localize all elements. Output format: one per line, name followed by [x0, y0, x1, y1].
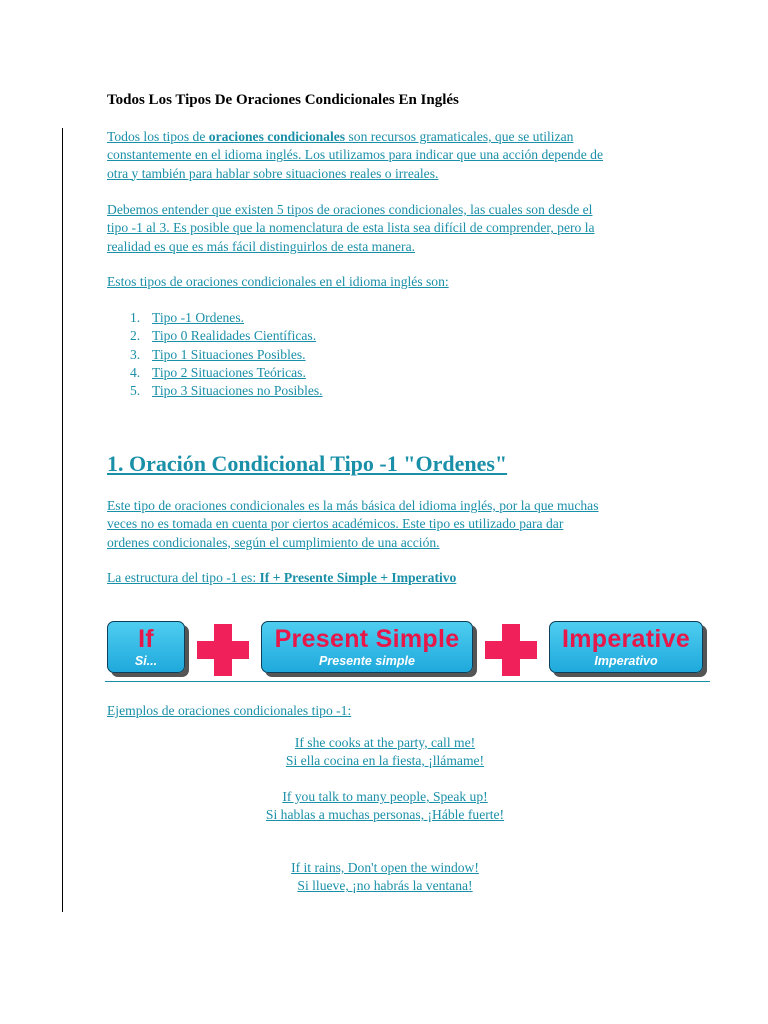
formula-graphic [105, 619, 710, 683]
example-1[interactable] [180, 734, 590, 771]
list-intro-line[interactable]: Estos tipos de oraciones condicionales en el idioma inglés son: [107, 274, 449, 289]
example-spanish[interactable]: Si llueve, ¡no habrás la ventana! [297, 878, 473, 894]
intro-paragraph[interactable] [107, 128, 667, 183]
example-2[interactable] [180, 788, 590, 825]
formula-box-if [107, 621, 185, 673]
list-intro-paragraph[interactable] [107, 273, 667, 291]
list-item[interactable]: 4. Tipo 2 Situaciones Teóricas. [130, 364, 306, 380]
formula-box-present-simple [261, 621, 473, 673]
examples-label[interactable]: Ejemplos de oraciones condicionales tipo -1: [107, 703, 352, 718]
example-english[interactable]: If you talk to many people, Speak up! [282, 789, 488, 804]
examples-label-paragraph[interactable] [107, 702, 667, 720]
list-item[interactable]: 3. Tipo 1 Situaciones Posibles. [130, 346, 306, 362]
types-line-3[interactable]: realidad es que es más fácil distinguirlos de esta manera. [107, 238, 416, 254]
document-title: Todos Los Tipos De Oraciones Condicionales En Inglés [107, 92, 459, 108]
list-item[interactable]: 5. Tipo 3 Situaciones no Posibles. [130, 383, 323, 399]
section-body-line-3[interactable]: ordenes condicionales, según el cumplimiento de una acción. [107, 534, 440, 550]
example-3[interactable] [180, 859, 590, 896]
list-item[interactable]: 2. Tipo 0 Realidades Científicas. [130, 328, 317, 344]
intro-bold-term: oraciones condicionales [208, 129, 346, 144]
left-margin-rule [62, 128, 63, 912]
structure-line[interactable]: La estructura del tipo -1 es: If + Presente Simple + Imperativo [107, 570, 457, 585]
types-line-2[interactable]: tipo -1 al 3. Es posible que la nomenclatura de esta lista sea difícil de comprender, pero la [107, 220, 595, 236]
types-list [130, 309, 323, 400]
intro-line-3[interactable]: otra y también para hablar sobre situaciones reales o irreales. [107, 165, 439, 181]
types-paragraph[interactable] [107, 201, 667, 256]
example-spanish[interactable]: Si hablas a muchas personas, ¡Háble fuerte! [265, 807, 505, 823]
formula-box-present-simple-label: Present Simple [274, 625, 460, 653]
structure-formula: If + Presente Simple + Imperativo [259, 570, 457, 585]
section-body-line-1[interactable]: Este tipo de oraciones condicionales es la más básica del idioma inglés, por la que muchas [107, 498, 599, 513]
formula-box-if-translation: Si... [134, 654, 158, 668]
plus-icon [483, 622, 539, 678]
intro-line-2[interactable]: constantemente en el idioma inglés. Los utilizamos para indicar que una acción depende de [107, 147, 603, 163]
intro-line-1[interactable]: Todos los tipos de oraciones condicionales son recursos gramaticales, que se utilizan [107, 129, 574, 144]
example-spanish[interactable]: Si ella cocina en la fiesta, ¡llámame! [285, 753, 485, 769]
formula-box-imperative-translation: Imperativo [594, 654, 658, 668]
section-body-line-2[interactable]: veces no es tomada en cuenta por ciertos académicos. Este tipo es utilizado para dar [107, 516, 564, 532]
structure-paragraph[interactable] [107, 569, 667, 587]
types-line-1[interactable]: Debemos entender que existen 5 tipos de oraciones condicionales, las cuales son desde el [107, 202, 593, 217]
list-item[interactable]: 1. Tipo -1 Ordenes. [130, 310, 245, 325]
plus-icon [195, 622, 251, 678]
formula-box-present-simple-translation: Presente simple [319, 654, 415, 668]
section-heading[interactable]: 1. Oración Condicional Tipo -1 "Ordenes" [107, 451, 508, 476]
formula-link-underline [105, 681, 710, 682]
example-english[interactable]: If she cooks at the party, call me! [294, 735, 476, 750]
section-body-paragraph[interactable] [107, 497, 667, 552]
example-english[interactable]: If it rains, Don't open the window! [291, 860, 479, 875]
formula-box-if-label: If [138, 625, 154, 653]
formula-box-imperative-label: Imperative [561, 625, 691, 653]
formula-box-imperative [549, 621, 703, 673]
